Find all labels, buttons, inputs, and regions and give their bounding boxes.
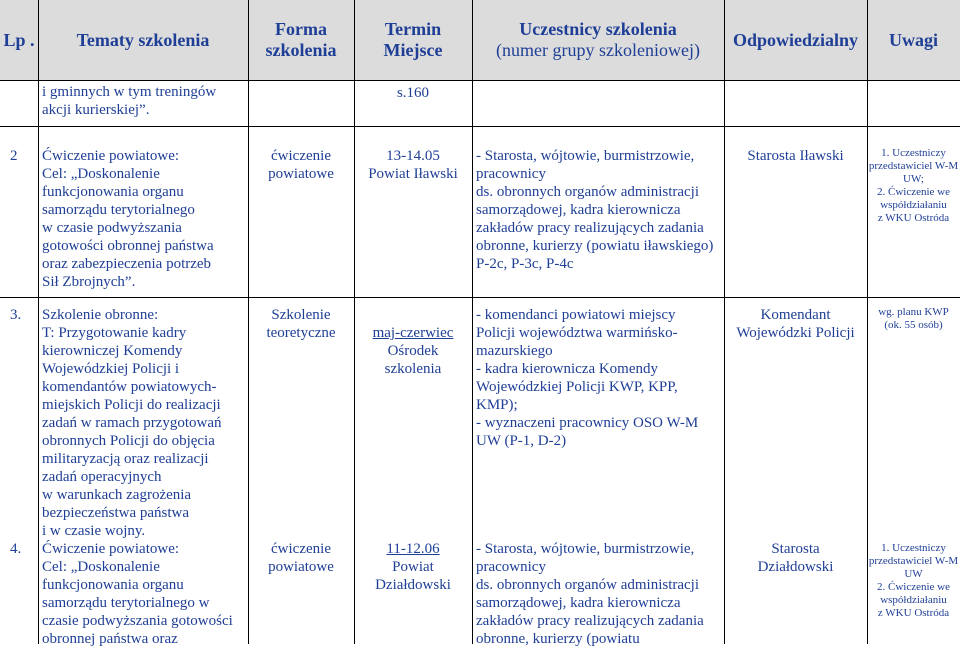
row3-responsible: Komendant Wojewódzki Policji	[736, 307, 855, 341]
row2-lp: 2	[10, 148, 18, 164]
header-date-place: Termin Miejsce	[383, 19, 443, 60]
row3-topic-title: Szkolenie obronne:	[42, 307, 159, 323]
row3-notes: wg. planu KWP (ok. 55 osób)	[878, 306, 949, 331]
row3-topic: T: Przygotowanie kadry kierowniczej Komendy Wojewódzkiej Policji i komendantów powiatowych- miejskich Policji do realizacji zadań w ramach przygotowań obronnych Policji do objęcia militaryzacją oraz realizacji zadań operacyjnych w warunkach zagrożenia bezpieczeństwa państwa i w czasie wojny.	[42, 325, 222, 539]
cont-topic: i gminnych w tym treningów akcji kurierskiej”.	[42, 84, 217, 118]
row3-lp: 3.	[10, 307, 22, 323]
row3-date-place: Ośrodek szkolenia	[384, 343, 442, 377]
header-responsible: Odpowiedzialny	[732, 29, 859, 50]
header-lp: Lp .	[3, 29, 35, 50]
row4-topic: Ćwiczenie powiatowe: Cel: „Doskonalenie funkcjonowania organu samorządu terytorialnego w czasie podwyższania gotowości obronnej państwa oraz	[42, 541, 233, 647]
row2-form: ćwiczenie powiatowe	[268, 148, 334, 182]
header-participants	[472, 0, 724, 80]
row4-lp: 4.	[10, 541, 22, 557]
row-divider	[0, 297, 960, 298]
header-topics: Tematy szkolenia	[76, 29, 210, 50]
row2-responsible: Starosta Iławski	[747, 148, 844, 164]
row2-topic: Ćwiczenie powiatowe: Cel: „Doskonalenie funkcjonowania organu samorządu terytorialnego w czasie podwyższania gotowości obronnej państwa oraz zabezpieczenia potrzeb Sił Zbrojnych”.	[42, 148, 214, 290]
header-participants-title: Uczestnicy szkolenia	[519, 19, 677, 39]
header-notes: Uwagi	[889, 29, 938, 50]
row4-form: ćwiczenie powiatowe	[268, 541, 334, 575]
col-divider	[38, 0, 39, 644]
row3-participants: - komendanci powiatowi miejscy Policji województwa warmińsko- mazurskiego - kadra kierownicza Komendy Wojewódzkiej Policji KWP, KPP, KMP); - wyznaczeni pracownicy OSO W-M UW (P-1, D-2)	[476, 307, 699, 449]
row2-participants: - Starosta, wójtowie, burmistrzowie, pracownicy ds. obronnych organów administracji samorządowej, kadra kierownicza zakładów pracy realizujących zadania obronne, kurierzy (powiatu iławskiego) P-2c, P-3c, P-4c	[476, 148, 714, 272]
col-divider	[472, 0, 473, 644]
row2-notes: 1. Uczestniczy przedstawiciel W-M UW; 2. Ćwiczenie we współdziałaniu z WKU Ostróda	[868, 147, 959, 224]
row3-date-month: maj-czerwiec	[372, 325, 454, 341]
header-participants-sub: (numer grupy szkoleniowej)	[496, 40, 700, 60]
header-form: Forma szkolenia	[265, 19, 337, 60]
row4-responsible: Starosta Działdowski	[757, 541, 834, 575]
row4-date-days: 11-12.06	[386, 541, 440, 557]
row4-date-place: Powiat Działdowski	[375, 559, 451, 593]
row2-date: 13-14.05 Powiat Iławski	[368, 148, 458, 182]
row-divider	[0, 126, 960, 127]
row4-notes: 1. Uczestniczy przedstawiciel W-M UW 2. Ćwiczenie we współdziałaniu z WKU Ostróda	[868, 542, 959, 619]
row-divider	[0, 80, 960, 81]
row3-form: Szkolenie teoretyczne	[266, 307, 336, 341]
cont-place: s.160	[396, 85, 430, 101]
row4-participants: - Starosta, wójtowie, burmistrzowie, pracownicy ds. obronnych organów administracji samorządowej, kadra kierownicza zakładów pracy realizujących zadania obronne, kurierzy (powiatu	[476, 541, 704, 647]
